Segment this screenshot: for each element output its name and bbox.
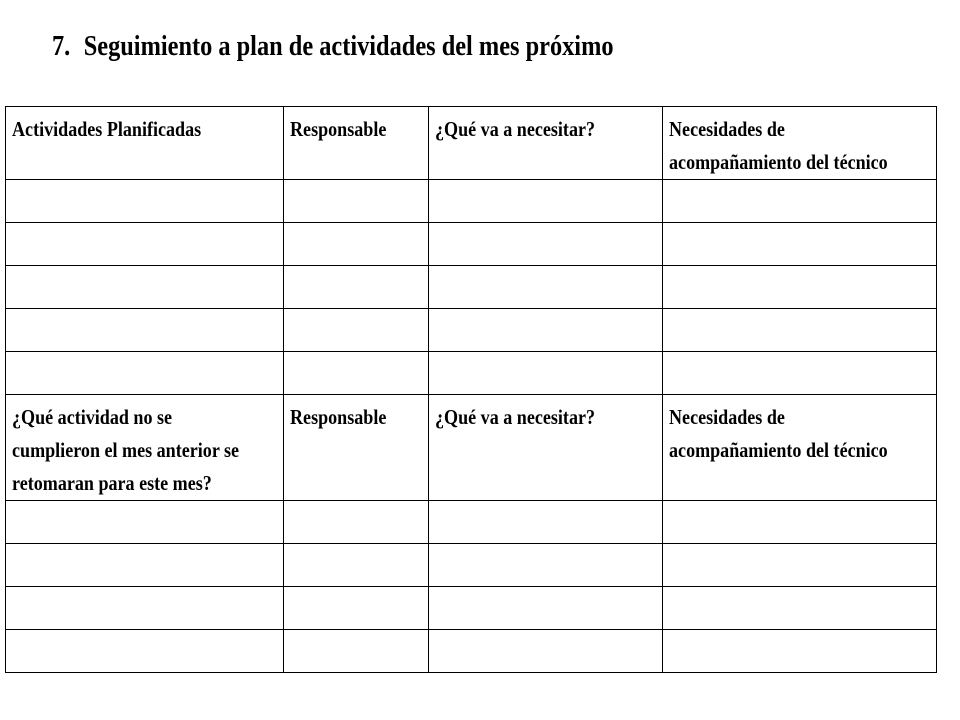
activities-plan-table: [5, 106, 937, 673]
table-cell[interactable]: [429, 223, 663, 266]
table-cell[interactable]: [6, 544, 284, 587]
header-label: Responsable: [290, 405, 387, 429]
table-cell[interactable]: [284, 180, 429, 223]
table-cell[interactable]: [6, 266, 284, 309]
table-cell[interactable]: [429, 501, 663, 544]
table-cell[interactable]: [6, 352, 284, 395]
table-row: [6, 630, 937, 673]
header-label: Necesidades de acompañamiento del técnico: [669, 405, 888, 462]
table-cell[interactable]: [429, 266, 663, 309]
header-cell-responsible: [284, 395, 429, 501]
table-row: [6, 544, 937, 587]
table-cell[interactable]: [284, 630, 429, 673]
header-cell-planned-activities: [6, 107, 284, 180]
table-cell[interactable]: [284, 352, 429, 395]
table-cell[interactable]: [663, 587, 937, 630]
table-row: [6, 587, 937, 630]
table-cell[interactable]: [429, 352, 663, 395]
header-label: ¿Qué va a necesitar?: [435, 405, 596, 429]
table-cell[interactable]: [284, 544, 429, 587]
table-row: [6, 223, 937, 266]
table-row: [6, 266, 937, 309]
header-cell-unfinished-activities: [6, 395, 284, 501]
header-label: Responsable: [290, 117, 387, 141]
header-label: ¿Qué va a necesitar?: [435, 117, 596, 141]
section-number: 7.: [52, 30, 71, 62]
section-title-text: Seguimiento a plan de actividades del mes próximo: [83, 30, 614, 62]
header-label: Actividades Planificadas: [12, 117, 202, 141]
unfinished-activities-header-row: [6, 395, 937, 501]
table-row: [6, 352, 937, 395]
table-cell[interactable]: [663, 309, 937, 352]
table-cell[interactable]: [6, 309, 284, 352]
table-cell[interactable]: [429, 309, 663, 352]
table-cell[interactable]: [284, 587, 429, 630]
header-label: ¿Qué actividad no se cumplieron el mes anterior se retomaran para este mes?: [12, 405, 240, 495]
table-cell[interactable]: [284, 309, 429, 352]
header-cell-needs: [429, 395, 663, 501]
table-cell[interactable]: [663, 630, 937, 673]
header-cell-responsible: [284, 107, 429, 180]
table-cell[interactable]: [663, 544, 937, 587]
table-cell[interactable]: [6, 630, 284, 673]
header-cell-technical-support: [663, 395, 937, 501]
table-cell[interactable]: [284, 501, 429, 544]
table-cell[interactable]: [284, 266, 429, 309]
table-cell[interactable]: [6, 180, 284, 223]
table-cell[interactable]: [429, 544, 663, 587]
table-cell[interactable]: [284, 223, 429, 266]
table-cell[interactable]: [663, 266, 937, 309]
header-label: Necesidades de acompañamiento del técnico: [669, 117, 888, 174]
planned-activities-header-row: [6, 107, 937, 180]
table-cell[interactable]: [6, 223, 284, 266]
table-row: [6, 501, 937, 544]
table-cell[interactable]: [429, 630, 663, 673]
section-title: [52, 26, 614, 66]
table-row: [6, 180, 937, 223]
table-cell[interactable]: [6, 501, 284, 544]
header-cell-needs: [429, 107, 663, 180]
table-cell[interactable]: [429, 587, 663, 630]
table-row: [6, 309, 937, 352]
table-cell[interactable]: [6, 587, 284, 630]
table-cell[interactable]: [429, 180, 663, 223]
table-cell[interactable]: [663, 223, 937, 266]
table-cell[interactable]: [663, 180, 937, 223]
table-cell[interactable]: [663, 352, 937, 395]
table-cell[interactable]: [663, 501, 937, 544]
header-cell-technical-support: [663, 107, 937, 180]
